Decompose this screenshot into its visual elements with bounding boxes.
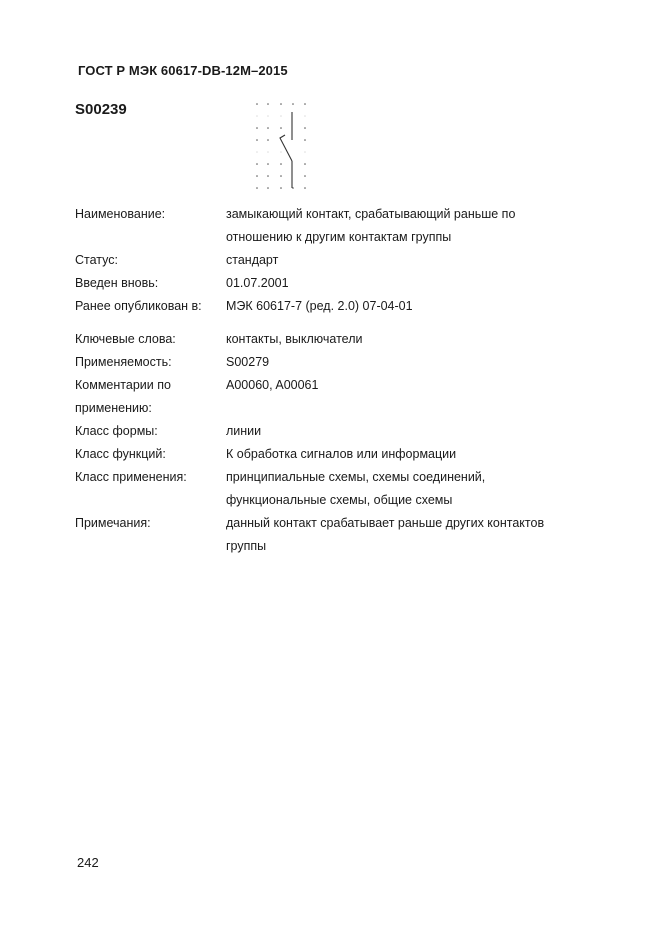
make-contact-early-switch-icon — [250, 98, 316, 198]
field-value: 01.07.2001 — [226, 276, 289, 290]
field-value: К обработка сигналов или информации — [226, 447, 457, 461]
field-introduced — [75, 272, 595, 295]
field-label: Примечания: — [75, 516, 151, 530]
field-label: применению: — [75, 401, 152, 415]
field-application-class — [75, 466, 595, 512]
field-value: A00060, A00061 — [226, 378, 319, 392]
field-value: функциональные схемы, общие схемы — [226, 493, 453, 507]
field-label: Ключевые слова: — [75, 332, 176, 346]
symbol-code: S00239 — [75, 101, 127, 118]
field-label: Статус: — [75, 253, 118, 267]
field-label: Применяемость: — [75, 355, 172, 369]
field-value: данный контакт срабатывает раньше других контактов — [226, 516, 545, 530]
field-label: Класс функций: — [75, 447, 166, 461]
field-application-notes — [75, 374, 595, 420]
field-value: МЭК 60617-7 (ред. 2.0) 07-04-01 — [226, 299, 413, 313]
field-value: отношению к другим контактам группы — [226, 230, 452, 244]
field-name — [75, 203, 595, 249]
field-value: стандарт — [226, 253, 279, 267]
field-status — [75, 249, 595, 272]
field-function-class — [75, 443, 595, 466]
field-keywords — [75, 328, 595, 351]
field-value: S00279 — [226, 355, 270, 369]
symbol-attributes-table — [75, 203, 595, 558]
field-value: контакты, выключатели — [226, 332, 363, 346]
field-previously-published — [75, 295, 595, 318]
field-notes — [75, 512, 595, 558]
field-value: группы — [226, 539, 267, 553]
field-label: Наименование: — [75, 207, 166, 221]
field-value: замыкающий контакт, срабатывающий раньше по — [226, 207, 516, 221]
field-shape-class — [75, 420, 595, 443]
field-label: Класс применения: — [75, 470, 187, 484]
field-label: Ранее опубликован в: — [75, 299, 202, 313]
field-value: принципиальные схемы, схемы соединений, — [226, 470, 486, 484]
field-label: Класс формы: — [75, 424, 158, 438]
page-number: 242 — [77, 855, 99, 870]
field-applicability — [75, 351, 595, 374]
field-label: Введен вновь: — [75, 276, 159, 290]
field-label: Комментарии по — [75, 378, 171, 392]
document-standard-title: ГОСТ Р МЭК 60617-DB-12M–2015 — [78, 63, 288, 78]
field-value: линии — [226, 424, 262, 438]
section-gap — [75, 318, 595, 328]
